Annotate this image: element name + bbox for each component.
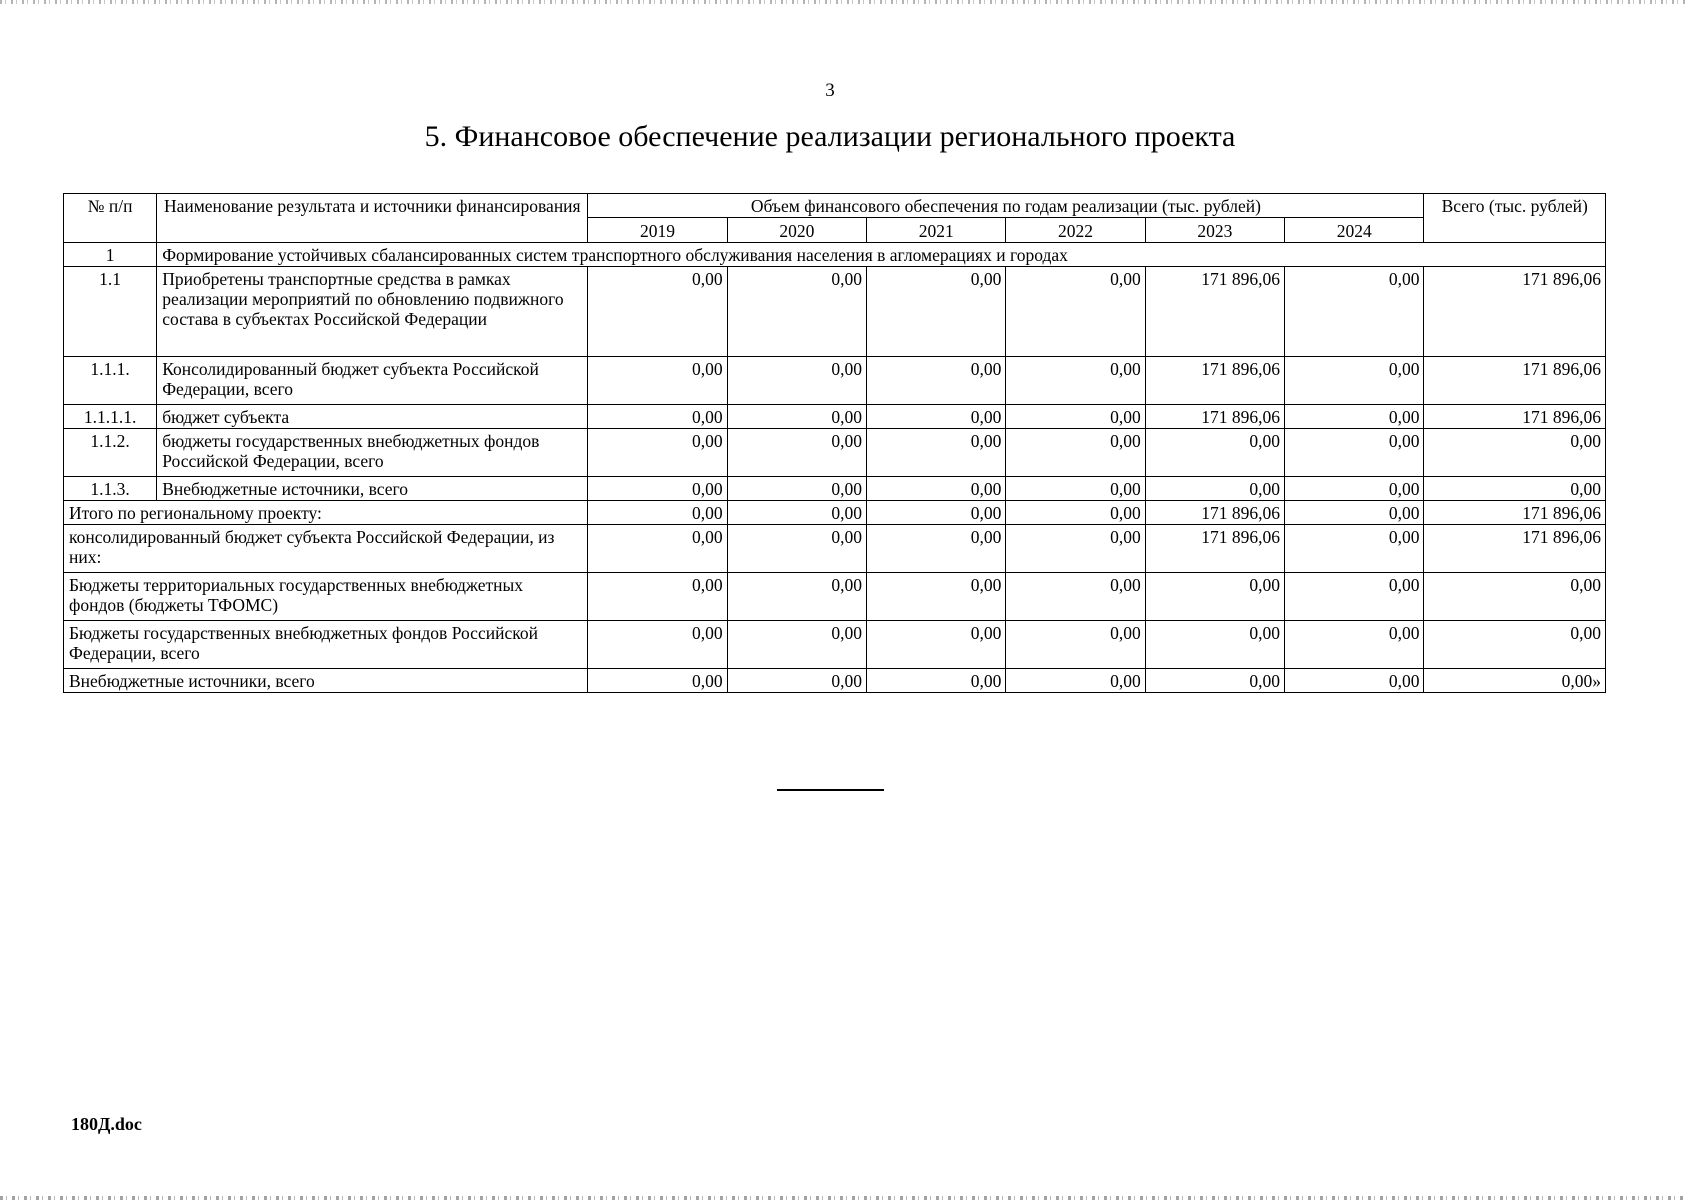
end-divider-line bbox=[777, 789, 884, 791]
scan-edge-top bbox=[0, 0, 1686, 4]
value-2021: 0,00 bbox=[867, 525, 1006, 573]
value-2022: 0,00 bbox=[1006, 357, 1145, 405]
value-2022: 0,00 bbox=[1006, 429, 1145, 477]
value-total: 0,00 bbox=[1424, 429, 1606, 477]
value-total: 0,00 bbox=[1424, 477, 1606, 501]
value-total: 171 896,06 bbox=[1424, 267, 1606, 357]
totals-row bbox=[64, 621, 1606, 669]
value-2024: 0,00 bbox=[1285, 405, 1424, 429]
value-2023: 0,00 bbox=[1145, 477, 1284, 501]
value-2024: 0,00 bbox=[1285, 525, 1424, 573]
value-2024: 0,00 bbox=[1285, 477, 1424, 501]
header-year: 2019 bbox=[588, 218, 727, 243]
table-row bbox=[64, 477, 1606, 501]
value-2021: 0,00 bbox=[867, 573, 1006, 621]
value-2021: 0,00 bbox=[867, 405, 1006, 429]
value-2022: 0,00 bbox=[1006, 621, 1145, 669]
row-name: Приобретены транспортные средства в рамках реализации мероприятий по обновлению подвижного состава в субъектах Российской Федерации bbox=[157, 267, 588, 357]
value-2023: 171 896,06 bbox=[1145, 501, 1284, 525]
totals-row bbox=[64, 573, 1606, 621]
value-2022: 0,00 bbox=[1006, 267, 1145, 357]
totals-name: Итого по региональному проекту: bbox=[64, 501, 588, 525]
scan-edge-bottom bbox=[0, 1196, 1686, 1200]
row-name: бюджет субъекта bbox=[157, 405, 588, 429]
row-name: бюджеты государственных внебюджетных фондов Российской Федерации, всего bbox=[157, 429, 588, 477]
value-2021: 0,00 bbox=[867, 477, 1006, 501]
value-2024: 0,00 bbox=[1285, 357, 1424, 405]
header-name: Наименование результата и источники финансирования bbox=[157, 194, 588, 243]
value-total: 0,00» bbox=[1424, 669, 1606, 693]
value-2024: 0,00 bbox=[1285, 429, 1424, 477]
value-2020: 0,00 bbox=[727, 573, 866, 621]
value-2019: 0,00 bbox=[588, 573, 727, 621]
section-title: 5. Финансовое обеспечение реализации регионального проекта bbox=[424, 120, 1236, 153]
value-2020: 0,00 bbox=[727, 267, 866, 357]
value-total: 171 896,06 bbox=[1424, 525, 1606, 573]
value-2019: 0,00 bbox=[588, 405, 727, 429]
row-num: 1.1 bbox=[64, 267, 157, 357]
value-total: 171 896,06 bbox=[1424, 501, 1606, 525]
value-2024: 0,00 bbox=[1285, 573, 1424, 621]
totals-row bbox=[64, 501, 1606, 525]
header-year: 2023 bbox=[1145, 218, 1284, 243]
totals-name: Внебюджетные источники, всего bbox=[64, 669, 588, 693]
value-2020: 0,00 bbox=[727, 501, 866, 525]
value-2023: 171 896,06 bbox=[1145, 267, 1284, 357]
value-2021: 0,00 bbox=[867, 357, 1006, 405]
header-row-top bbox=[64, 194, 1606, 218]
value-2019: 0,00 bbox=[588, 501, 727, 525]
value-2019: 0,00 bbox=[588, 267, 727, 357]
value-2020: 0,00 bbox=[727, 621, 866, 669]
value-2022: 0,00 bbox=[1006, 669, 1145, 693]
value-2022: 0,00 bbox=[1006, 501, 1145, 525]
value-2023: 0,00 bbox=[1145, 621, 1284, 669]
table-row bbox=[64, 405, 1606, 429]
header-num: № п/п bbox=[64, 194, 157, 243]
header-total: Всего (тыс. рублей) bbox=[1424, 194, 1606, 243]
value-2022: 0,00 bbox=[1006, 405, 1145, 429]
value-2019: 0,00 bbox=[588, 525, 727, 573]
value-total: 171 896,06 bbox=[1424, 405, 1606, 429]
value-2020: 0,00 bbox=[727, 525, 866, 573]
page-number: 3 bbox=[825, 80, 835, 101]
totals-row bbox=[64, 669, 1606, 693]
value-2023: 0,00 bbox=[1145, 573, 1284, 621]
value-2019: 0,00 bbox=[588, 621, 727, 669]
row-num: 1.1.2. bbox=[64, 429, 157, 477]
value-total: 171 896,06 bbox=[1424, 357, 1606, 405]
header-year: 2024 bbox=[1285, 218, 1424, 243]
value-2021: 0,00 bbox=[867, 501, 1006, 525]
totals-name: Бюджеты территориальных государственных внебюджетных фондов (бюджеты ТФОМС) bbox=[64, 573, 588, 621]
value-2019: 0,00 bbox=[588, 669, 727, 693]
section-row bbox=[64, 243, 1606, 267]
value-2021: 0,00 bbox=[867, 669, 1006, 693]
value-2023: 0,00 bbox=[1145, 669, 1284, 693]
value-2024: 0,00 bbox=[1285, 621, 1424, 669]
value-2023: 171 896,06 bbox=[1145, 525, 1284, 573]
totals-row bbox=[64, 525, 1606, 573]
table-row bbox=[64, 357, 1606, 405]
row-num: 1.1.3. bbox=[64, 477, 157, 501]
row-name: Консолидированный бюджет субъекта Российской Федерации, всего bbox=[157, 357, 588, 405]
value-2021: 0,00 bbox=[867, 621, 1006, 669]
section-title-cell: Формирование устойчивых сбалансированных систем транспортного обслуживания населения в агломерациях и городах bbox=[157, 243, 1606, 267]
table-row bbox=[64, 267, 1606, 357]
value-2023: 171 896,06 bbox=[1145, 357, 1284, 405]
value-2021: 0,00 bbox=[867, 429, 1006, 477]
row-num: 1.1.1. bbox=[64, 357, 157, 405]
row-num: 1.1.1.1. bbox=[64, 405, 157, 429]
value-2019: 0,00 bbox=[588, 477, 727, 501]
value-2020: 0,00 bbox=[727, 429, 866, 477]
header-year: 2020 bbox=[727, 218, 866, 243]
footer-filename: 180Д.doc bbox=[71, 1114, 142, 1134]
section-num: 1 bbox=[64, 243, 157, 267]
value-total: 0,00 bbox=[1424, 573, 1606, 621]
value-2024: 0,00 bbox=[1285, 501, 1424, 525]
value-2021: 0,00 bbox=[867, 267, 1006, 357]
value-2022: 0,00 bbox=[1006, 573, 1145, 621]
table-row bbox=[64, 429, 1606, 477]
value-2020: 0,00 bbox=[727, 669, 866, 693]
value-2022: 0,00 bbox=[1006, 477, 1145, 501]
value-total: 0,00 bbox=[1424, 621, 1606, 669]
value-2020: 0,00 bbox=[727, 405, 866, 429]
value-2023: 171 896,06 bbox=[1145, 405, 1284, 429]
totals-name: консолидированный бюджет субъекта Российской Федерации, из них: bbox=[64, 525, 588, 573]
header-volume: Объем финансового обеспечения по годам реализации (тыс. рублей) bbox=[588, 194, 1424, 218]
value-2019: 0,00 bbox=[588, 357, 727, 405]
value-2024: 0,00 bbox=[1285, 267, 1424, 357]
header-year: 2022 bbox=[1006, 218, 1145, 243]
value-2019: 0,00 bbox=[588, 429, 727, 477]
value-2020: 0,00 bbox=[727, 357, 866, 405]
totals-name: Бюджеты государственных внебюджетных фондов Российской Федерации, всего bbox=[64, 621, 588, 669]
row-name: Внебюджетные источники, всего bbox=[157, 477, 588, 501]
financing-table bbox=[63, 193, 1606, 693]
value-2020: 0,00 bbox=[727, 477, 866, 501]
value-2024: 0,00 bbox=[1285, 669, 1424, 693]
value-2023: 0,00 bbox=[1145, 429, 1284, 477]
value-2022: 0,00 bbox=[1006, 525, 1145, 573]
header-year: 2021 bbox=[867, 218, 1006, 243]
